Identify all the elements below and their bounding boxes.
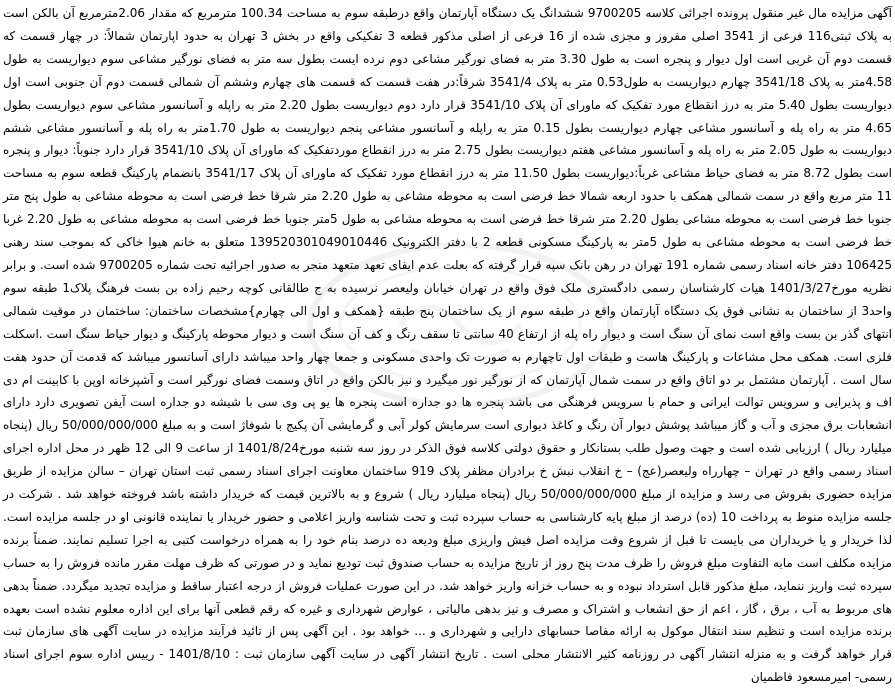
notice-body-text: آگهی مزایده مال غیر منقول پرونده اجرائی کلاسه 9700205 ششدانگ یک دستگاه آپارتمان واقع درطبقه سوم به مساحت 100.34 مترمربع که مقدار 2.06مترمربع آن بالکن است به پلاک ثبتی116 فرعی از 3541 اصلی مفروز و مجزی شده از 16 فرعی از اصلی مذکور قطعه 3 تفکیکی واقع در بخش 3 تهران به حدود اپارتمان شمالاً: در چهار قسمت که قسمت دوم آن غربی است اول دیوار و پنجره است به طول 3.30 متر به فضای نورگیر مشاعی دوم نرده ایست بطول سه متر به فضای نورگیر مشاعی سوم دیواریست به طول 4.58متر به پلاک 3541/18 چهارم دیواریست به طول0.53 متر به پلاک 3541/4 شرقاً:در هفت قسمت که قسمت های چهارم وششم آن شمالی قسمت دوم آن جنوبی است اول دیواریست بطول 5.40 متر به درز انقطاع مورد تفکیک که ماورای آن پلاک 3541/10 قرار دارد دوم دیواریست بطول 2.20 متر به راپله و آسانسور مشاعی سوم دیواریست بطول 4.65 متر به راه پله و آسانسور مشاعی چهارم دیواریست بطول 0.15 متر به راپله و آسانسور مشاعی پنجم دیواریست به طول 1.70متر به راه پله و آسانسور مشاعی ششم دیواریست به طول 2.05 متر به راه پله و آسانسور مشاعی هفتم دیواریست بطول 2.75 متر به درز انقطاع موردتفکیک که ماورای آن پلاک 3541/10 قرار دارد جنوباً: دیوار و پنجره است بطول 8.72 متر به فضای حیاط مشاعی غرباً:دیواریست بطول 11.50 متر به درز انقطاع مورد تفکیک که ماورای آن پلاک 3541/17 بانضمام پارکینگ قطعه سوم به مساحت 11 متر مربع واقع در سمت شمالی همکف با حدود اربعه شمالا خط فرضی است به محوطه مشاعی به طول 2.20 متر شرقا خط فرضی است به محوطه مشاعی به طول پنج متر جنوبا خط فرضی است به محوطه مشاعی بطول 2.20 متر شرقا خط فرضی است به محوطه مشاعی به طول 5متر جنوبا خط فرضی است به محوطه مشاعی به طول 2.20 غربا خط فرضی است به محوطه مشاعی به طول 5متر به پارکینگ مسکونی قطعه 2 با دفتر الکترونیک 139520301049010446 متعلق به خانم هیوا خاکی که بموجب سند رهنی 106425 دفتر خانه اسناد رسمی شماره 191 تهران در رهن بانک سپه قرار گرفته که بعلت عدم ایفای تعهد متعهد منجر به صدور اجرائیه تحت شماره 9700205 شده است. و برابر نظریه مورخ1401/3/27 هیات کارشناسان رسمی دادگستری ملک فوق واقع در تهران خیابان ولیعصر نرسیده به ج طالقانی کوچه رحیم زاده بن بست فرهنگ پلاک1 طبقه سوم واحد3 از ساختمان به نشانی فوق یک دستگاه آپارتمان واقع در طبقه سوم از یک ساختمان پنج طبقه {همکف و اول الی چهارم}مشخصات ساختمان: ساختمان در موقیت شمالی انتهای گذر بن بست واقع است نمای آن سنگ است و دیوار راه پله از ارتفاع 40 سانتی تا سقف رنگ و کف آن سنگ است و دیوار محوطه پارکینگ و دیوار حیاط سنگ است .اسکلت فلزی است. همکف محل مشاعات و پارکینگ هاست و طبقات اول تاچهارم به صورت تک واحدی مسکونی و جمعا چهار واحد میباشد دارای آسانسور میباشد که قدمت آن حدود هفت سال است . آپارتمان مشتمل بر دو اتاق واقع در سمت شمال آپارتمان که از نورگیر نور میگیرد و نیز بالکن واقع در اتاق وسمت فضای نورگیر است و آشپزخانه اوپن با کابینت ام دی اف و پذیرایی و سرویس توالت ایرانی و حمام با سرویس فرهنگی می باشد پنجره ها دو جداره است پنجره ها یو پی وی سی با شیشه دو جداره است آیفن تصویری دارد دارای انشعابات برق مجزی و آب و گاز میباشد پوشش دیوار آن رنگ و کاغذ دیواری است سرمایش کولر آبی و گرمایشی آن پکیج با شوفاژ است و به مبلغ 50/000/000/000 ریال (پنجاه میلیارد ریال ) ارزیابی شده است و جهت وصول طلب بستانکار و حقوق دولتی کلاسه فوق الذکر در روز سه شنبه مورخ1401/8/24 از ساعت 9 الی 12 ظهر در محل اداره اجرای اسناد رسمی واقع در تهران – چهارراه ولیعصر(عج) – خ انقلاب نبش خ برادران مظفر پلاک 919 ساختمان معاونت اجرای اسناد رسمی ثبت استان تهران – سالن مزایده از طریق مزایده حضوری بفروش می رسد و مزایده از مبلغ 50/000/000/000 ریال (پنجاه میلیارد ریال ) شروع و به بالاترین قیمت که خریدار داشته باشد فروخته خواهد شد . شرکت در جلسه مزایده منوط به پرداخت 10 (ده) درصد از مبلغ پایه کارشناسی به حساب سپرده ثبت و تحت شناسه واریز اعلامی و حضور خریدار یا نماینده قانونی او در جلسه مزایده است. لذا خریدار و یا خریداران می بایست تا قبل از شروع وقت مزایده اصل فیش واریزی مبلغ ودیعه ده درصد بنام خود را به همراه درخواست کتبی به اجرا تسلیم نمایند. ضمناً برنده مزایده مکلف است مابه التفاوت مبلغ فروش را ظرف مدت پنج روز از تاریخ مزایده به حساب صندوق ثبت تودیع نماید و در صورتی که ظرف مهلت مقرر مانده فروش را به حساب سپرده ثبت واریز ننماید، مبلغ مذکور قابل استرداد نبوده و به حساب خزانه واریز خواهد شد. در این صورت عملیات فروش از درجه اعتبار ساقط و مزایده تجدید میگردد. ضمناً بدهی های مربوط به آب ، برق ، گاز ، اعم از حق انشعاب و اشتراک و مصرف و نیز بدهی مالیاتی ، عوارض شهرداری و غیره که رقم قطعی آنها برای این اداره معلوم نشده است بعهده برنده مزایده است و تنظیم سند انتقال موکول به ارائه مفاصا حسابهای دارایی و شهرداری و ... خواهد بود . این آگهی پس از تائید فرآیند مزایده در سایت آگهی های سازمان ثبت قرار خواهد گرفت و به منزله انتشار آگهی در روزنامه کثیر الانتشار محلی است . تاریخ انتشار آگهی در سایت آگهی سازمان ثبت : 1401/8/10 - رییس اداره سوم اجرای اسناد رسمی- امیرمسعود فاطمیان <box>3 6 893 685</box>
notice-document <box>3 2 893 685</box>
